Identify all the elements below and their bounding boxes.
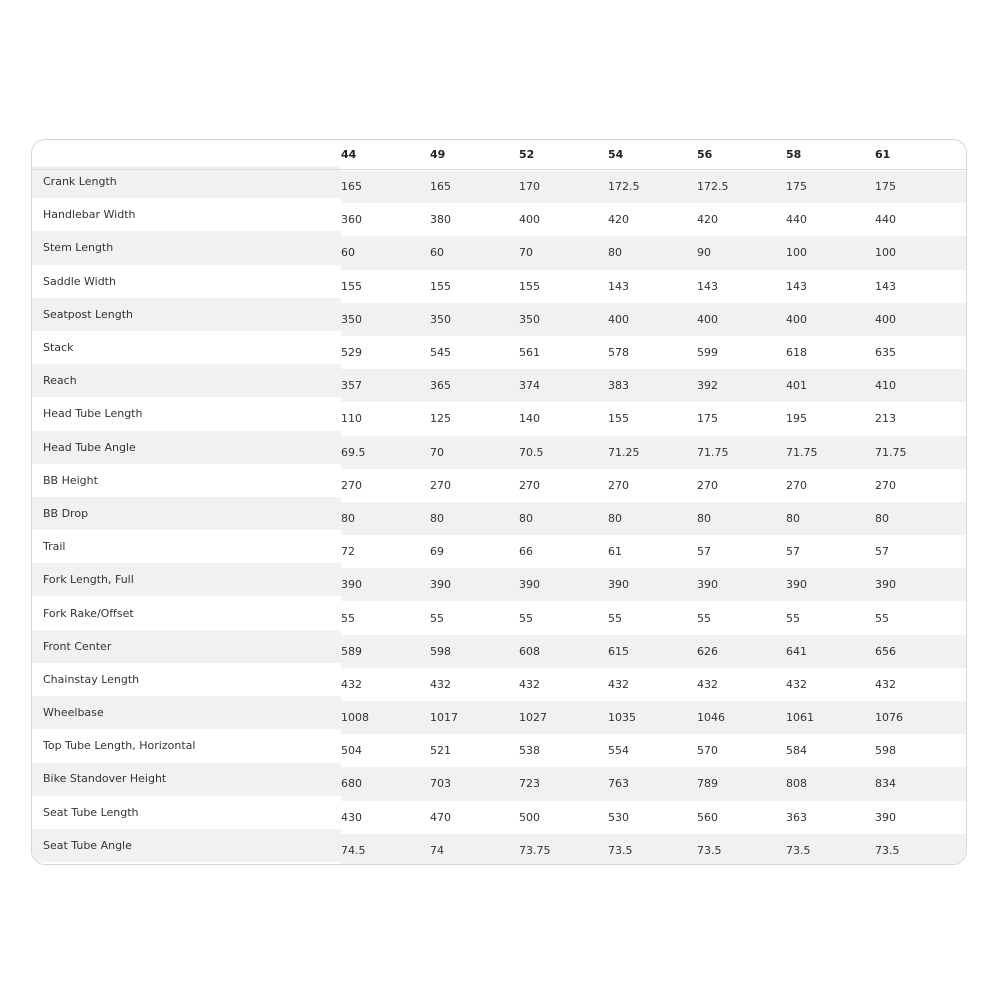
geometry-table-card [31,139,967,865]
table-cell: 432 [697,677,718,691]
table-cell: 155 [608,412,629,426]
table-cell: 656 [875,644,896,658]
table-cell: 598 [430,644,451,658]
table-cell: 432 [786,677,807,691]
table-cell: 110 [341,412,362,426]
table-cell: 561 [519,346,540,360]
row-label: BB Height [43,473,98,487]
table-cell: 1008 [341,711,369,725]
table-cell: 80 [341,511,355,525]
table-cell: 80 [875,511,889,525]
table-cell: 270 [608,478,629,492]
table-cell: 73.75 [519,843,551,857]
table-cell: 400 [786,312,807,326]
table-cell: 100 [786,246,807,260]
table-cell: 365 [430,379,451,393]
row-label: Fork Length, Full [43,573,134,587]
table-cell: 55 [341,611,355,625]
table-cell: 400 [608,312,629,326]
geometry-table [32,140,967,865]
table-cell: 143 [608,279,629,293]
table-cell: 70 [430,445,444,459]
table-cell: 80 [786,511,800,525]
table-cell: 80 [608,246,622,260]
row-label: Handlebar Width [43,208,136,222]
table-cell: 155 [519,279,540,293]
row-label: Trail [43,540,66,554]
table-cell: 521 [430,744,451,758]
table-cell: 66 [519,545,533,559]
table-cell: 71.75 [786,445,818,459]
table-cell: 1027 [519,711,547,725]
table-cell: 100 [875,246,896,260]
table-cell: 392 [697,379,718,393]
table-cell: 55 [608,611,622,625]
table-cell: 74 [430,843,444,857]
table-cell: 165 [341,180,362,194]
table-cell: 598 [875,744,896,758]
table-cell: 175 [697,412,718,426]
table-cell: 72 [341,545,355,559]
row-label: Reach [43,374,77,388]
table-cell: 430 [341,810,362,824]
table-cell: 808 [786,777,807,791]
table-cell: 560 [697,810,718,824]
table-cell: 73.5 [875,843,900,857]
table-cell: 74.5 [341,843,366,857]
table-cell: 545 [430,346,451,360]
table-cell: 363 [786,810,807,824]
row-label: Seat Tube Angle [43,838,132,852]
table-cell: 360 [341,213,362,227]
table-cell: 440 [786,213,807,227]
table-cell: 270 [341,478,362,492]
table-cell: 390 [875,810,896,824]
size-header-61: 61 [875,140,967,169]
table-cell: 390 [608,578,629,592]
table-cell: 589 [341,644,362,658]
table-cell: 390 [341,578,362,592]
table-cell: 80 [608,511,622,525]
table-cell: 789 [697,777,718,791]
table-cell: 578 [608,346,629,360]
table-cell: 570 [697,744,718,758]
table-cell: 71.75 [697,445,729,459]
table-cell: 626 [697,644,718,658]
table-cell: 270 [875,478,896,492]
table-cell: 69 [430,545,444,559]
table-cell: 615 [608,644,629,658]
table-cell: 538 [519,744,540,758]
table-cell: 172.5 [608,180,640,194]
row-label: Bike Standover Height [43,772,167,786]
table-cell: 554 [608,744,629,758]
table-cell: 432 [608,677,629,691]
table-cell: 1061 [786,711,814,725]
table-cell: 618 [786,346,807,360]
table-cell: 60 [341,246,355,260]
table-cell: 270 [786,478,807,492]
table-cell: 70.5 [519,445,544,459]
table-cell: 155 [430,279,451,293]
table-cell: 680 [341,777,362,791]
table-cell: 400 [697,312,718,326]
table-cell: 420 [697,213,718,227]
table-cell: 350 [341,312,362,326]
table-cell: 55 [875,611,889,625]
table-cell: 641 [786,644,807,658]
row-label: Saddle Width [43,274,116,288]
row-label: BB Drop [43,506,89,520]
table-cell: 80 [697,511,711,525]
table-cell: 390 [875,578,896,592]
table-cell: 390 [519,578,540,592]
table-cell: 390 [430,578,451,592]
size-header-49: 49 [430,140,519,169]
table-cell: 61 [608,545,622,559]
table-cell: 1017 [430,711,458,725]
table-cell: 723 [519,777,540,791]
table-cell: 80 [519,511,533,525]
table-cell: 432 [341,677,362,691]
table-cell: 270 [519,478,540,492]
table-cell: 55 [519,611,533,625]
table-cell: 80 [430,511,444,525]
table-cell: 529 [341,346,362,360]
table-cell: 440 [875,213,896,227]
row-label: Chainstay Length [43,672,140,686]
table-cell: 155 [341,279,362,293]
table-cell: 401 [786,379,807,393]
table-cell: 270 [430,478,451,492]
table-cell: 380 [430,213,451,227]
row-label: Crank Length [43,175,117,189]
row-label: Fork Rake/Offset [43,606,134,620]
table-cell: 73.5 [608,843,633,857]
table-cell: 374 [519,379,540,393]
table-cell: 165 [430,180,451,194]
table-cell: 1046 [697,711,725,725]
table-cell: 143 [697,279,718,293]
size-header-56: 56 [697,140,786,169]
table-cell: 125 [430,412,451,426]
table-cell: 500 [519,810,540,824]
table-cell: 69.5 [341,445,366,459]
table-cell: 270 [697,478,718,492]
table-cell: 1076 [875,711,903,725]
row-label: Seat Tube Length [43,805,139,819]
table-cell: 400 [519,213,540,227]
table-cell: 143 [875,279,896,293]
table-body [32,169,967,865]
table-cell: 432 [430,677,451,691]
table-cell: 213 [875,412,896,426]
size-header-58: 58 [786,140,875,169]
table-cell: 170 [519,180,540,194]
table-cell: 57 [697,545,711,559]
table-cell: 400 [875,312,896,326]
table-cell: 175 [786,180,807,194]
table-cell: 635 [875,346,896,360]
table-cell: 383 [608,379,629,393]
table-cell: 599 [697,346,718,360]
table-cell: 140 [519,412,540,426]
table-cell: 73.5 [786,843,811,857]
table-cell: 1035 [608,711,636,725]
table-cell: 55 [430,611,444,625]
row-label: Top Tube Length, Horizontal [43,739,196,753]
row-label: Stack [43,341,74,355]
table-cell: 350 [430,312,451,326]
table-cell: 57 [786,545,800,559]
table-cell: 763 [608,777,629,791]
table-cell: 57 [875,545,889,559]
row-label: Seatpost Length [43,307,133,321]
table-cell: 71.75 [875,445,907,459]
table-cell: 143 [786,279,807,293]
table-cell: 60 [430,246,444,260]
table-cell: 470 [430,810,451,824]
table-cell: 390 [697,578,718,592]
table-cell: 530 [608,810,629,824]
table-cell: 432 [519,677,540,691]
table-cell: 90 [697,246,711,260]
size-header-54: 54 [608,140,697,169]
table-cell: 175 [875,180,896,194]
table-cell: 504 [341,744,362,758]
table-cell: 390 [786,578,807,592]
size-header-44: 44 [341,140,430,169]
row-label: Wheelbase [43,706,104,720]
table-cell: 55 [697,611,711,625]
table-cell: 195 [786,412,807,426]
table-cell: 350 [519,312,540,326]
table-cell: 73.5 [697,843,722,857]
table-cell: 410 [875,379,896,393]
table-row [32,833,967,865]
table-cell: 584 [786,744,807,758]
row-label: Stem Length [43,241,114,255]
table-cell: 608 [519,644,540,658]
table-cell: 703 [430,777,451,791]
row-label: Head Tube Length [43,407,143,421]
table-cell: 357 [341,379,362,393]
table-cell: 834 [875,777,896,791]
table-cell: 71.25 [608,445,640,459]
table-cell: 172.5 [697,180,729,194]
table-cell: 420 [608,213,629,227]
table-cell: 432 [875,677,896,691]
row-label: Front Center [43,639,112,653]
table-cell: 70 [519,246,533,260]
row-label: Head Tube Angle [43,440,136,454]
table-cell: 55 [786,611,800,625]
size-header-52: 52 [519,140,608,169]
